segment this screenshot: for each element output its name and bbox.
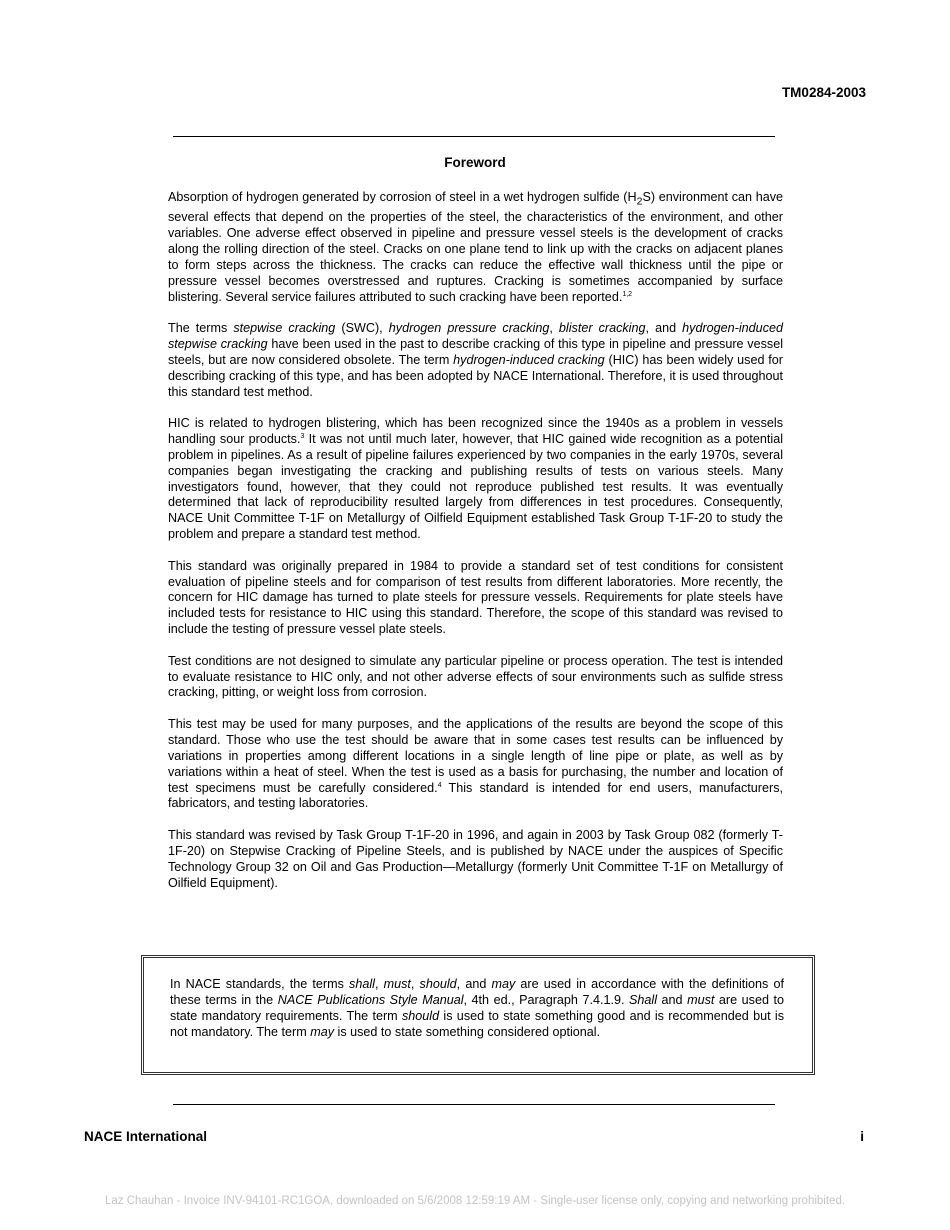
text-run: HIC is related to hydrogen blistering, which has been recognized since the 1940s as a problem in vessels handling sour products. xyxy=(168,416,783,447)
text-run: Test conditions are not designed to simulate any particular pipeline or process operation. The test is intended to evaluate resistance to HIC only, and not other adverse effects of sour environments such as sulfide stress cracking, pitting, or weight loss from corrosion. xyxy=(168,653,783,700)
emphasis-text: shall xyxy=(349,977,375,991)
footnote-ref: 1,2 xyxy=(622,290,633,298)
footnote-ref: 3 xyxy=(300,433,305,441)
text-run: In NACE standards, the terms xyxy=(170,977,350,991)
text-run: and xyxy=(657,992,688,1007)
paragraph xyxy=(168,416,783,543)
text-run: , and xyxy=(456,977,492,991)
text-run: This test may be used for many purposes, and the applications of the results are beyond the scope of this standard. Those who use the test should be aware that in some cases test results can be influenced by variations in properties among different locations in a single length of line pipe or plate, as well as by variations within a heat of steel. When the test is used as a basis for purchasing, the number and location of test specimens must be carefully considered. xyxy=(168,717,783,795)
text-run: is used to state something good and is recommended but is not mandatory. The term xyxy=(170,1008,784,1039)
foreword-body xyxy=(168,190,783,907)
bottom-divider xyxy=(173,1104,775,1105)
paragraph xyxy=(168,828,783,891)
footnote-ref: 4 xyxy=(437,781,442,789)
emphasis-text: NACE Publications Style Manual xyxy=(277,992,464,1007)
emphasis-text: may xyxy=(491,977,516,991)
text-run: , and xyxy=(645,321,683,336)
emphasis-text: hydrogen-induced stepwise cracking xyxy=(168,321,783,352)
text-run: is used to state something considered optional. xyxy=(334,1024,601,1039)
top-divider xyxy=(173,136,775,137)
emphasis-text: blister cracking xyxy=(558,321,646,336)
emphasis-text: stepwise cracking xyxy=(233,321,336,336)
text-run: Absorption of hydrogen generated by corrosion of steel in a wet hydrogen sulfide (H xyxy=(168,190,637,204)
emphasis-text: hydrogen-induced cracking xyxy=(453,352,605,367)
notice-box xyxy=(141,955,815,1075)
footer-publisher: NACE International xyxy=(84,1129,208,1144)
text-run: (HIC) has been widely used for describing cracking of this type, and has been adopted by NACE International. Therefore, it is used throughout this standard test method. xyxy=(168,352,783,399)
license-watermark: Laz Chauhan - Invoice INV-94101-RC1GOA, downloaded on 5/6/2008 12:59:19 AM - Single-user license only, copying and networking prohibited. xyxy=(104,1195,846,1207)
paragraph xyxy=(168,654,783,702)
text-run: It was not until much later, however, that HIC gained wide recognition as a potential problem in pipelines. As a result of pipeline failures experienced by two companies in the early 1970s, several companies began investigating the cracking and publishing results of tests on various steels. Many investigators found, however, that they could not reproduce published test results. It was eventually determined that lack of reproducibility resulted largely from differences in test procedures. Consequently, NACE Unit Committee T-1F on Metallurgy of Oilfield Equipment established Task Group T-1F-20 to study the problem and prepare a standard test method. xyxy=(168,432,784,542)
emphasis-text: must xyxy=(383,977,411,991)
text-run: This standard was revised by Task Group T-1F-20 in 1996, and again in 2003 by Task Group 082 (formerly T-1F-20) on Stepwise Cracking of Pipeline Steels, and is published by NACE under the auspices of Specific Technology Group 32 on Oil and Gas Production—Metallurgy (formerly Unit Committee T-1F on Metallurgy of Oilfield Equipment). xyxy=(168,827,783,890)
emphasis-text: must xyxy=(687,992,715,1007)
text-run: , 4th ed., Paragraph 7.4.1.9. xyxy=(463,992,629,1007)
emphasis-text: Shall xyxy=(629,992,658,1007)
paragraph xyxy=(168,321,783,400)
paragraph xyxy=(168,190,783,305)
emphasis-text: should xyxy=(419,977,457,991)
text-run: The terms xyxy=(168,321,234,336)
text-run: are used to state mandatory requirements. The term xyxy=(170,992,784,1023)
text-run: , xyxy=(374,977,384,991)
text-run: This standard was originally prepared in 1984 to provide a standard set of test conditions for consistent evaluation of pipeline steels and for comparison of test results from different laboratories. More recently, the concern for HIC damage has turned to plate steels for pressure vessels. Requirements for plate steels have included tests for resistance to HIC using this standard. Therefore, the scope of this standard was revised to include the testing of pressure vessel plate steels. xyxy=(168,558,783,637)
text-run: , xyxy=(549,321,559,336)
paragraph xyxy=(168,559,783,638)
text-run: This standard is intended for end users, manufacturers, fabricators, and testing laboratories. xyxy=(168,780,783,811)
page-number: i xyxy=(860,1129,864,1144)
emphasis-text: should xyxy=(401,1008,440,1023)
paragraph xyxy=(168,717,783,812)
document-number: TM0284-2003 xyxy=(781,85,866,100)
text-run: have been used in the past to describe cracking of this type in pipeline and pressure vessel steels, but are now considered obsolete. The term xyxy=(168,337,783,367)
emphasis-text: hydrogen pressure cracking xyxy=(388,321,550,336)
emphasis-text: may xyxy=(310,1024,335,1039)
text-run: (SWC), xyxy=(335,321,389,336)
notice-text xyxy=(170,977,784,1040)
text-run: are used in accordance with the definitions of these terms in the xyxy=(170,977,785,1007)
text-run: S) environment can have several effects that depend on the properties of the steel, the characteristics of the environment, and other variables. One adverse effect observed in pipeline and pressure vessel steels is the development of cracks along the rolling direction of the steel. Cracks on one plane tend to link up with the cracks on adjacent planes to form steps across the thickness. The cracks can reduce the effective wall thickness until the pipe or pressure vessel becomes overstressed and ruptures. Cracking is sometimes accompanied by surface blistering. Several service failures attributed to such cracking have been reported. xyxy=(168,190,784,304)
section-title: Foreword xyxy=(444,155,506,170)
text-run: 2 xyxy=(636,195,643,208)
text-run: , xyxy=(410,977,420,991)
